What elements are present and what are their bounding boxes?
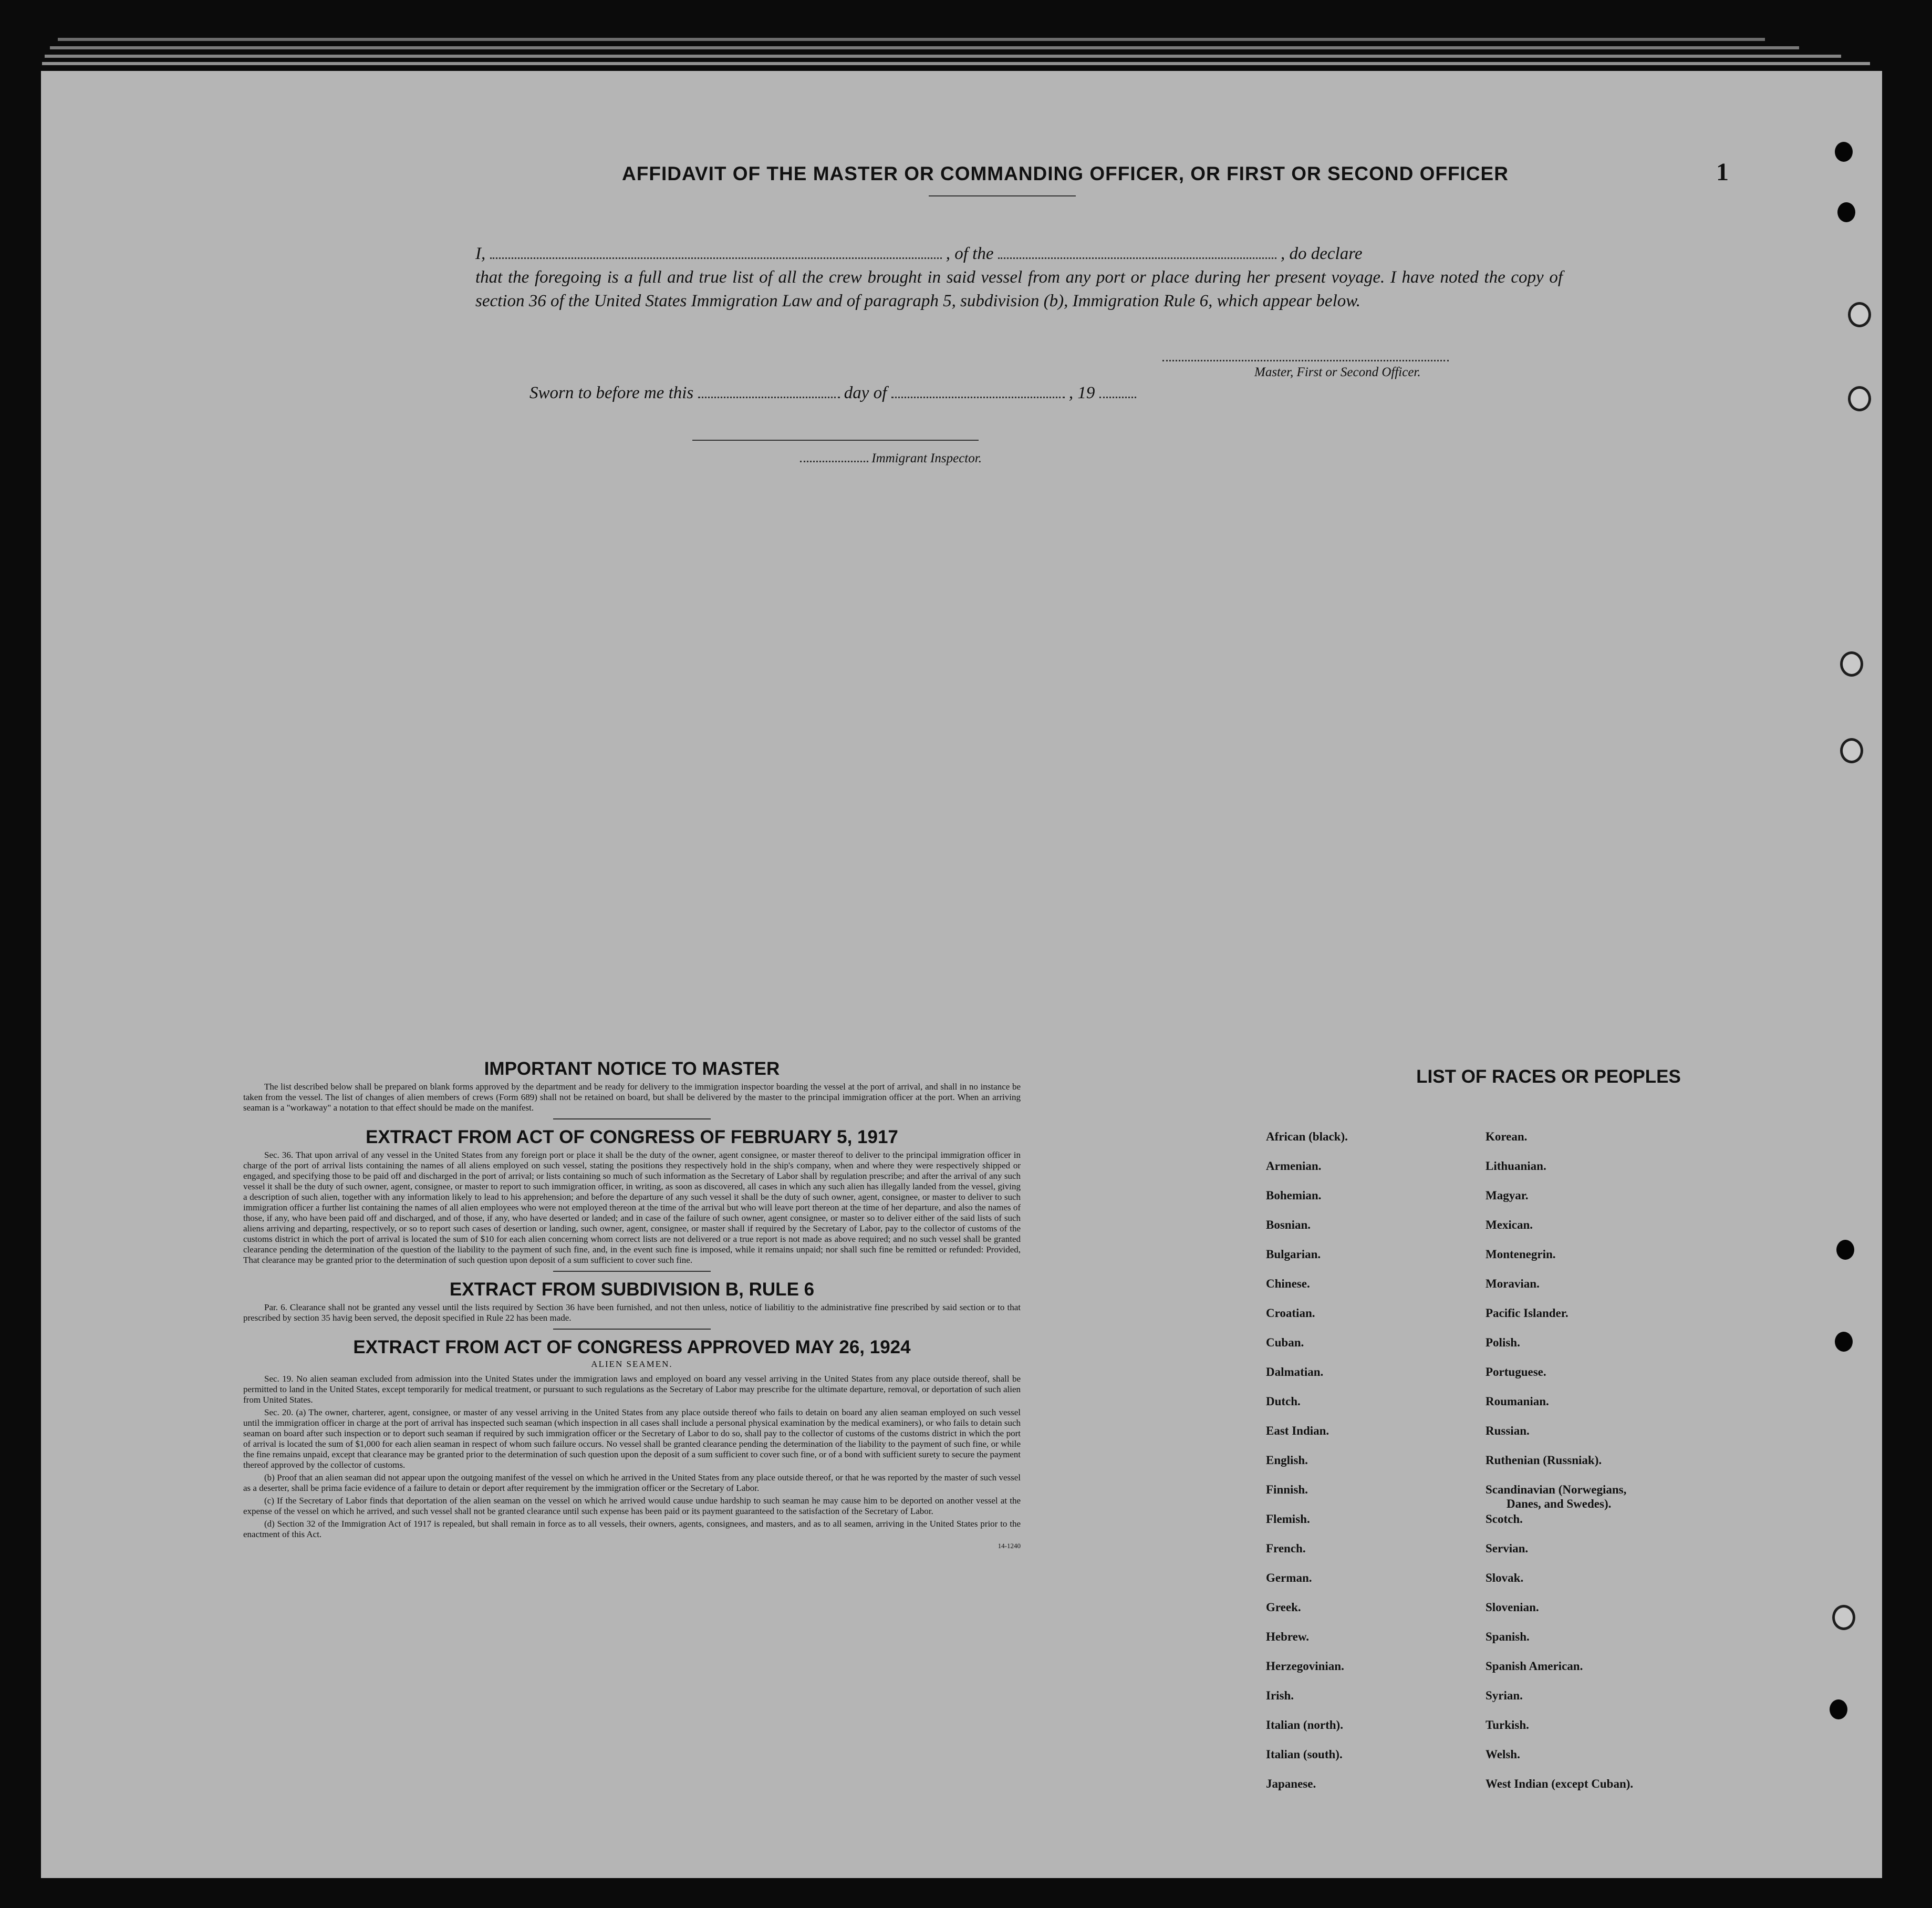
race-item: Spanish. (1486, 1630, 1530, 1643)
race-item: French. (1266, 1542, 1306, 1555)
declarant-prefix: I, (475, 244, 486, 263)
race-item: Chinese. (1266, 1277, 1310, 1290)
race-item: Bulgarian. (1266, 1248, 1321, 1261)
race-item: Italian (north). (1266, 1718, 1343, 1731)
binder-hole (1840, 651, 1863, 677)
race-item: English. (1266, 1454, 1308, 1467)
race-item: Slovenian. (1486, 1601, 1539, 1614)
page-stack-edge (42, 62, 1870, 65)
race-item: Russian. (1486, 1424, 1530, 1437)
race-item: Slovak. (1486, 1571, 1524, 1584)
race-item: Bosnian. (1266, 1218, 1311, 1231)
extract-rule6-title: EXTRACT FROM SUBDIVISION B, RULE 6 (449, 1279, 815, 1300)
inspector-caption (800, 451, 982, 466)
inspector-caption-text: Immigrant Inspector. (871, 451, 982, 465)
sworn-label: Sworn to before me this (529, 383, 694, 402)
race-item: Croatian. (1266, 1306, 1315, 1320)
race-item: Servian. (1486, 1542, 1529, 1555)
inspector-signature-line (692, 440, 979, 441)
race-item: Portuguese. (1486, 1365, 1546, 1378)
race-item: Italian (south). (1266, 1748, 1343, 1761)
sworn-month-field[interactable] (891, 381, 1065, 398)
extract-1917-text: Sec. 36. That upon arrival of any vessel in the United States from any foreign port or place it shall be the duty of the owner, agent consignee, or master thereof to deliver to the principal immigration officer in charge of the port of arrival lists containing the names of all aliens employed on such vessel, stating the positions they respectively hold in the ship's company, when and where they were respectively shipped or engaged, and specifying those to be paid off and discharged in the port of arrival; or lists containing so much of such information as the Secretary of Labor shall by regulation prescribe; and after the arrival of any such vessel it shall be the duty of such owner, agent, consignee, or master to report to such immigration officer, in writing, as soon as discovered, all cases in which any such alien has illegally landed from the vessel, giving a description of such alien, together with any information likely to lead to his apprehension; and before the departure of any such vessel it shall be the duty of such owner, agent, consignee, or master to deliver to such immigration officer a further list containing the names of all alien employees who were not employed thereon at the time of the arrival but who will leave port thereon at the time of her departure, and also the names of those, if any, who have been paid off and discharged, and of those, if any, who have deserted or landed; and in case of the failure of such owner, agent consignee, or master so to deliver either of the said lists of such aliens arriving and departing, respectively, or so to report such cases of desertion or landing, such owner, agent, consignee, or master shall if required by the Secretary of Labor, pay to the collector of customs of the customs district in which the port of arrival is located the sum of $10 for each alien concerning whom correct lists are not delivered or a true report is not made as above required; and no such vessel shall be granted clearance pending the determination of the question of the liability to the payment of such fine, and, in the event such fine is imposed, while it remains unpaid; nor shall such fine be remitted or refunded: Provided, That clearance may be granted prior to the determination of such question upon deposit of a sum sufficient to cover such fine. (243, 1150, 1021, 1265)
race-item: Magyar. (1486, 1189, 1529, 1202)
sec-20b-text: (b) Proof that an alien seaman did not appear upon the outgoing manifest of the vessel on which he arrived in the United States from any place outside thereof, or that he was reported by the master of such vessel as a deserter, shall be prima facie evidence of a failure to detain or deport after requirement by the immigration officer or the Secretary of Labor. (243, 1473, 1021, 1493)
page-number: 1 (1716, 158, 1729, 186)
binder-hole (1830, 1699, 1847, 1719)
race-item: Scotch. (1486, 1512, 1523, 1526)
sec-20d-text: (d) Section 32 of the Immigration Act of 1917 is repealed, but shall remain in force as to all vessels, their owners, agents, consignees, and masters, and as to all seamen, arriving in the United States prior to the enactment of this Act. (243, 1519, 1021, 1539)
race-item: Mexican. (1486, 1218, 1533, 1231)
affidavit-declaration (475, 242, 1563, 313)
binder-hole (1835, 1332, 1853, 1352)
race-item: Polish. (1486, 1336, 1520, 1349)
binder-hole (1848, 302, 1871, 327)
extract-1924-title: EXTRACT FROM ACT OF CONGRESS APPROVED MAY 26, 1924 (353, 1337, 911, 1357)
inspector-dotted-lead (800, 452, 868, 462)
extract-rule6-text: Par. 6. Clearance shall not be granted any vessel until the lists required by Section 36 have been furnished, and not then unless, notice of liabilitiy to the administrative fine prescribed by said section or to that prescribed by section 35 havig been served, the deposit specified in Rule 22 has been made. (243, 1302, 1021, 1323)
race-item: Korean. (1486, 1130, 1528, 1143)
race-item: Flemish. (1266, 1512, 1310, 1526)
section-divider (553, 1118, 711, 1119)
declarant-name-field[interactable] (490, 242, 942, 259)
race-item: Welsh. (1486, 1748, 1520, 1761)
binder-hole (1835, 142, 1853, 162)
page-stack-edge (50, 46, 1799, 49)
sec-20a-text: Sec. 20. (a) The owner, charterer, agent, consignee, or master of any vessel arriving in the United States from any place outside thereof who fails to detain on board any alien seaman employed on such vessel until the immigration officer in charge at the port of arrival has inspected such seaman (which inspection in all cases shall include a personal physical examination by the medical examiners), or who fails to detain such seaman on board after such inspection or to deport such seaman if required by such immigration officer or the Secretary of Labor to do so, shall pay to the collector of customs of the customs district in which the port of arrival is located the sum of $1,000 for each alien seaman in respect of whom such failure occurs. No vessel shall be granted clearance pending the determination of the liability to the payment of such fine, or while the fine remains unpaid, except that clearance may be granted prior to the determination of such question upon the deposit of a sum sufficient to cover such fine, or of a bond with sufficient surety to secure the payment thereof approved by the collector of customs. (243, 1407, 1021, 1470)
vessel-name-field[interactable] (998, 242, 1276, 259)
race-item: Lithuanian. (1486, 1159, 1546, 1173)
race-item: Turkish. (1486, 1718, 1529, 1731)
binder-hole (1837, 202, 1855, 222)
race-item: Dalmatian. (1266, 1365, 1324, 1378)
signature-caption: Master, First or Second Officer. (1254, 365, 1421, 379)
race-item: Dutch. (1266, 1395, 1301, 1408)
race-item: Roumanian. (1486, 1395, 1549, 1408)
sworn-day-field[interactable] (698, 381, 840, 398)
title-underline (929, 195, 1076, 196)
sworn-line (529, 381, 1136, 403)
race-item: East Indian. (1266, 1424, 1329, 1437)
race-item: Spanish American. (1486, 1660, 1583, 1673)
race-item: Syrian. (1486, 1689, 1523, 1702)
race-item: Scandinavian (Norwegians, (1486, 1483, 1627, 1496)
races-title: LIST OF RACES OR PEOPLES (1416, 1066, 1681, 1087)
notices-column (243, 1059, 1021, 1550)
of-the-label: , of the (946, 244, 994, 263)
binder-hole (1840, 738, 1863, 763)
binder-hole (1848, 386, 1871, 411)
race-item: Hebrew. (1266, 1630, 1309, 1643)
race-item: Japanese. (1266, 1777, 1316, 1790)
notice-text: The list described below shall be prepared on blank forms approved by the department and be ready for delivery to the immigration inspector boarding the vessel at the port of arrival, and shall in no instance be taken from the vessel. The list of changes of alien members of crews (Form 689) shall not be retained on board, but shall be delivered by the master to the principal immigration officer at the port. When an arriving seaman is a "workaway" a notation to that effect should be made on the manifest. (243, 1082, 1021, 1113)
binder-hole (1832, 1605, 1855, 1630)
race-item: Greek. (1266, 1601, 1301, 1614)
document-sheet (41, 71, 1882, 1878)
race-item: Danes, and Swedes). (1507, 1497, 1612, 1510)
binder-hole (1836, 1240, 1854, 1260)
section-divider (553, 1329, 711, 1330)
extract-1924-subtitle: ALIEN SEAMEN. (591, 1359, 673, 1369)
sec-20c-text: (c) If the Secretary of Labor finds that deportation of the alien seaman on the vessel on which he arrived would cause undue hardship to such seaman he may cause him to be deported on another vessel at the expense of the vessel on which he arrived, and such vessel shall not be granted clearance until such expense has been paid or its payment guaranteed to the satisfaction of the Secretary of Labor. (243, 1496, 1021, 1516)
extract-1917-title: EXTRACT FROM ACT OF CONGRESS OF FEBRUARY 5, 1917 (366, 1127, 898, 1147)
signature-line (1162, 360, 1449, 361)
race-item: Herzegovinian. (1266, 1660, 1344, 1673)
notice-title: IMPORTANT NOTICE TO MASTER (484, 1059, 780, 1079)
do-declare-label: , do declare (1280, 244, 1363, 263)
affidavit-title: AFFIDAVIT OF THE MASTER OR COMMANDING OFFICER, OR FIRST OR SECOND OFFICER (622, 163, 1509, 184)
declaration-line (475, 242, 1563, 266)
race-item: Bohemian. (1266, 1189, 1322, 1202)
race-item: West Indian (except Cuban). (1486, 1777, 1634, 1790)
sec-19-text: Sec. 19. No alien seaman excluded from admission into the United States under the immigration laws and employed on board any vessel arriving in the United States from any place outside thereof, shall be permitted to land in the United States, except temporarily for medical treatment, or pursuant to such regulations as the Secretary of Labor may prescribe for the ultimate departure, removal, or deportation of such alien from United States. (243, 1374, 1021, 1405)
race-item: Montenegrin. (1486, 1248, 1556, 1261)
page-stack-edge (58, 38, 1765, 41)
race-item: Cuban. (1266, 1336, 1304, 1349)
race-item: Armenian. (1266, 1159, 1322, 1173)
section-divider (553, 1271, 711, 1272)
year-prefix: , 19 (1068, 383, 1095, 402)
race-item: Finnish. (1266, 1483, 1308, 1496)
race-item: Irish. (1266, 1689, 1294, 1702)
race-item: Ruthenian (Russniak). (1486, 1454, 1602, 1467)
race-item: Moravian. (1486, 1277, 1540, 1290)
declaration-body: that the foregoing is a full and true list of all the crew brought in said vessel from any port or place during her present voyage. I have noted the copy of section 36 of the United States Immigration Law and of paragraph 5, subdivision (b), Immigration Rule 6, which appear below. (475, 268, 1563, 310)
page-stack-edge (45, 55, 1841, 58)
day-of-label: day of (844, 383, 887, 402)
race-item: German. (1266, 1571, 1312, 1584)
race-item: Pacific Islander. (1486, 1306, 1569, 1320)
race-item: African (black). (1266, 1130, 1348, 1143)
sworn-year-field[interactable] (1099, 381, 1136, 398)
form-number: 14-1240 (998, 1542, 1021, 1550)
